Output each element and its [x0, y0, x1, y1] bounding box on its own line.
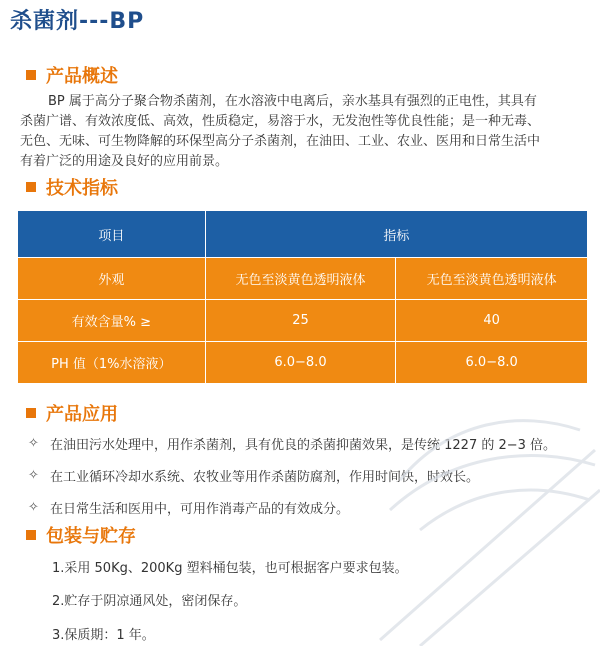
spec-table — [17, 210, 588, 384]
diamond-bullet-icon: ✧ — [28, 436, 39, 451]
list-item — [28, 498, 349, 517]
page-title: 杀菌剂---BP — [10, 9, 145, 34]
overview-paragraph — [20, 92, 586, 172]
heading-marker-icon — [26, 530, 36, 540]
list-item: 2.贮存于阴凉通风处，密闭保存。 — [52, 594, 247, 609]
row-value: 25 — [205, 300, 396, 342]
section-heading-overview — [26, 62, 118, 88]
row-value: 6.0−8.0 — [396, 342, 588, 384]
heading-marker-icon — [26, 70, 36, 80]
diamond-bullet-icon: ✧ — [28, 500, 39, 515]
diamond-bullet-icon: ✧ — [28, 468, 39, 483]
row-value: 6.0−8.0 — [205, 342, 396, 384]
watermark-logo-icon — [360, 360, 600, 646]
overview-line: 有着广泛的用途及良好的应用前景。 — [20, 154, 229, 169]
overview-line: 无色、无味、可生物降解的环保型高分子杀菌剂，在油田、工业、农业、医用和日常生活中 — [20, 134, 541, 149]
section-heading-specs — [26, 174, 118, 200]
header-item: 项目 — [18, 211, 206, 258]
heading-marker-icon — [26, 182, 36, 192]
heading-label: 产品应用 — [46, 404, 118, 425]
overview-line: 杀菌广谱、有效浓度低、高效，性质稳定，易溶于水，无发泡性等优良性能；是一种无毒、 — [20, 114, 541, 129]
heading-marker-icon — [26, 408, 36, 418]
row-value: 无色至淡黄色透明液体 — [396, 258, 588, 300]
header-value: 指标 — [205, 211, 587, 258]
table-row — [18, 258, 588, 300]
section-heading-packaging — [26, 522, 136, 548]
row-label: PH 值（1%水溶液） — [18, 342, 206, 384]
list-item — [28, 466, 479, 485]
heading-label: 技术指标 — [46, 178, 118, 199]
list-item-text: 在油田污水处理中，用作杀菌剂，具有优良的杀菌抑菌效果，是传统 1227 的 2−3 倍。 — [50, 438, 557, 453]
row-value: 无色至淡黄色透明液体 — [205, 258, 396, 300]
heading-label: 包装与贮存 — [46, 526, 136, 547]
overview-line: BP 属于高分子聚合物杀菌剂，在水溶液中电离后，亲水基具有强烈的正电性，其具有 — [48, 94, 537, 109]
heading-label: 产品概述 — [46, 66, 118, 87]
list-item: 3.保质期：1 年。 — [52, 628, 155, 643]
section-heading-application — [26, 400, 118, 426]
table-row — [18, 342, 588, 384]
row-label: 有效含量% ≥ — [18, 300, 206, 342]
table-row — [18, 300, 588, 342]
row-label: 外观 — [18, 258, 206, 300]
list-item: 1.采用 50Kg、200Kg 塑料桶包装，也可根据客户要求包装。 — [52, 561, 408, 576]
list-item-text: 在工业循环冷却水系统、农牧业等用作杀菌防腐剂，作用时间快，时效长。 — [50, 470, 480, 485]
spec-table-header-row — [18, 211, 588, 258]
list-item-text: 在日常生活和医用中，可用作消毒产品的有效成分。 — [50, 502, 350, 517]
list-item — [28, 434, 556, 453]
row-value: 40 — [396, 300, 588, 342]
